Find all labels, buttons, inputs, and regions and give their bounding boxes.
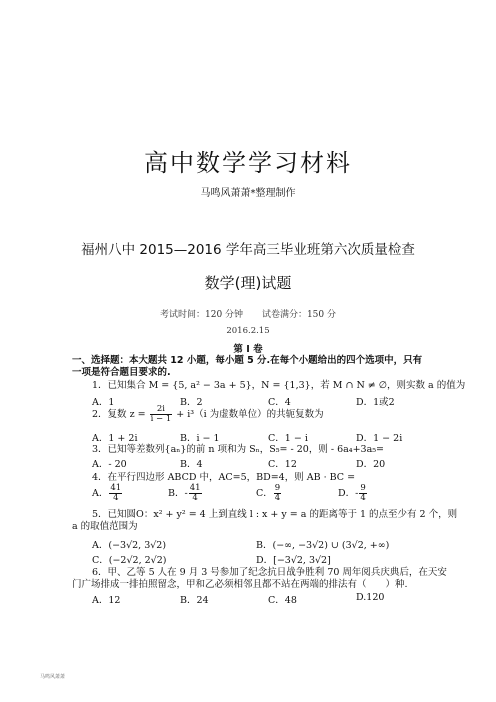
question-2-fraction-denominator: i − 1 xyxy=(150,414,172,424)
exam-score: 试卷满分：150 分 xyxy=(261,310,336,320)
question-4-option-b-den: 4 xyxy=(192,493,198,503)
question-1-option-c: C．4 xyxy=(268,397,291,408)
question-4-option-d-label: D． xyxy=(338,488,356,499)
question-3-option-c: C．12 xyxy=(268,459,297,470)
question-4-option-b-label: B． xyxy=(168,488,185,499)
question-4-option-d-sign: - xyxy=(355,488,359,499)
question-4-option-c-label: C． xyxy=(256,488,273,499)
question-2-stem-pre: 2．复数 z = xyxy=(92,409,146,420)
exam-school-title: 福州八中 2015—2016 学年高三毕业班第六次质量检查 xyxy=(81,242,415,258)
exam-info xyxy=(0,307,496,320)
question-5-option-d: D．[−3√2, 3√2] xyxy=(256,555,331,566)
question-4-option-a-den: 4 xyxy=(113,493,119,503)
question-6-option-d: D.120 xyxy=(356,592,385,603)
question-5-option-c: C．(−2√2, 2√2) xyxy=(92,555,167,566)
question-6-stem: 6．甲、乙等 5 人在 9 月 3 号参加了纪念抗日战争胜利 70 周年阅兵庆典后，在天安 xyxy=(92,567,447,578)
question-5-option-a: A．(−3√2, 3√2) xyxy=(92,540,167,551)
question-2-stem xyxy=(92,405,324,425)
question-3-option-b: B．4 xyxy=(180,459,203,470)
question-4-option-c-den: 4 xyxy=(274,493,281,503)
question-6-option-b: B．24 xyxy=(180,595,209,606)
question-2-option-d: D．1 − 2i xyxy=(356,433,403,444)
question-4-option-c-num: 9 xyxy=(274,483,281,493)
question-4-option-b xyxy=(168,484,203,503)
question-2-option-c: C．1 − i xyxy=(268,433,308,444)
question-1-stem: 1．已知集合 M = {5, a² − 3a + 5}，N = {1,3}，若 M ∩ N ≠ ∅，则实数 a 的值为 xyxy=(92,380,466,391)
question-6-option-c: C．48 xyxy=(268,595,297,606)
page-footer: 马鸣风萧萧 xyxy=(40,674,66,680)
question-1-option-d: D．1或2 xyxy=(356,397,395,408)
page-subtitle: 马鸣风萧萧*整理制作 xyxy=(200,188,296,199)
exam-subject: 数学(理)试题 xyxy=(204,274,292,292)
question-4-stem: 4．在平行四边形 ABCD 中，AC=5，BD=4，则 AB · BC = xyxy=(92,472,356,483)
question-1-option-a: A．1 xyxy=(92,397,115,408)
question-4-option-c-fraction xyxy=(274,484,281,503)
question-6-stem-line2: 门广场排成一排拍照留念，甲和乙必须相邻且都不站在两端的排法有（ ）种. xyxy=(72,579,408,590)
exam-time: 考试时间：120 分钟 xyxy=(160,310,244,320)
question-4-option-a-fraction xyxy=(109,484,122,503)
question-2-fraction xyxy=(150,405,173,424)
question-2-option-b: B．i − 1 xyxy=(180,433,220,444)
question-4-option-a-num: 41 xyxy=(110,483,122,493)
question-4-option-a xyxy=(92,484,123,503)
question-3-option-a: A．- 20 xyxy=(92,459,127,470)
question-2-stem-post: + i³（i 为虚数单位）的共轭复数为 xyxy=(176,409,324,420)
question-4-option-b-fraction xyxy=(189,484,202,503)
exam-date: 2016.2.15 xyxy=(226,326,270,336)
question-4-option-c xyxy=(256,484,282,503)
question-1-option-b: B．2 xyxy=(180,397,203,408)
question-4-option-b-sign: - xyxy=(184,488,188,499)
question-5-stem-line2: a 的取值范围为 xyxy=(72,521,138,532)
question-4-option-d-fraction xyxy=(359,484,366,503)
question-5-stem: 5．已知圆O：x² + y² = 4 上到直线 l : x + y = a 的距离等于 1 的点至少有 2 个，则 xyxy=(92,509,458,520)
question-4-option-a-label: A． xyxy=(92,488,109,499)
section-instructions-line1: 一、选择题：本大题共 12 小题，每小题 5 分.在每个小题给出的四个选项中，只有 xyxy=(72,355,423,366)
question-4-option-d-num: 9 xyxy=(360,483,366,493)
question-5-option-b: B．(−∞, −3√2) ∪ (3√2, +∞) xyxy=(256,540,390,551)
section-instructions-line2: 一项是符合题目要求的. xyxy=(72,367,171,378)
question-6-option-a: A．12 xyxy=(92,595,121,606)
volume-heading: 第 I 卷 xyxy=(233,344,263,355)
question-3-stem: 3．已知等差数列{aₙ}的前 n 项和为 Sₙ，S₅= - 20，则 - 6a₄+3a₅= xyxy=(92,444,385,455)
question-4-option-d xyxy=(338,484,368,503)
question-4-option-b-num: 41 xyxy=(189,483,201,493)
page-title: 高中数学学习材料 xyxy=(144,149,352,177)
question-2-option-a: A．1 + 2i xyxy=(92,433,138,444)
question-3-option-d: D．20 xyxy=(356,459,386,470)
question-4-option-d-den: 4 xyxy=(360,493,366,503)
question-2-fraction-numerator: 2i xyxy=(150,405,173,415)
